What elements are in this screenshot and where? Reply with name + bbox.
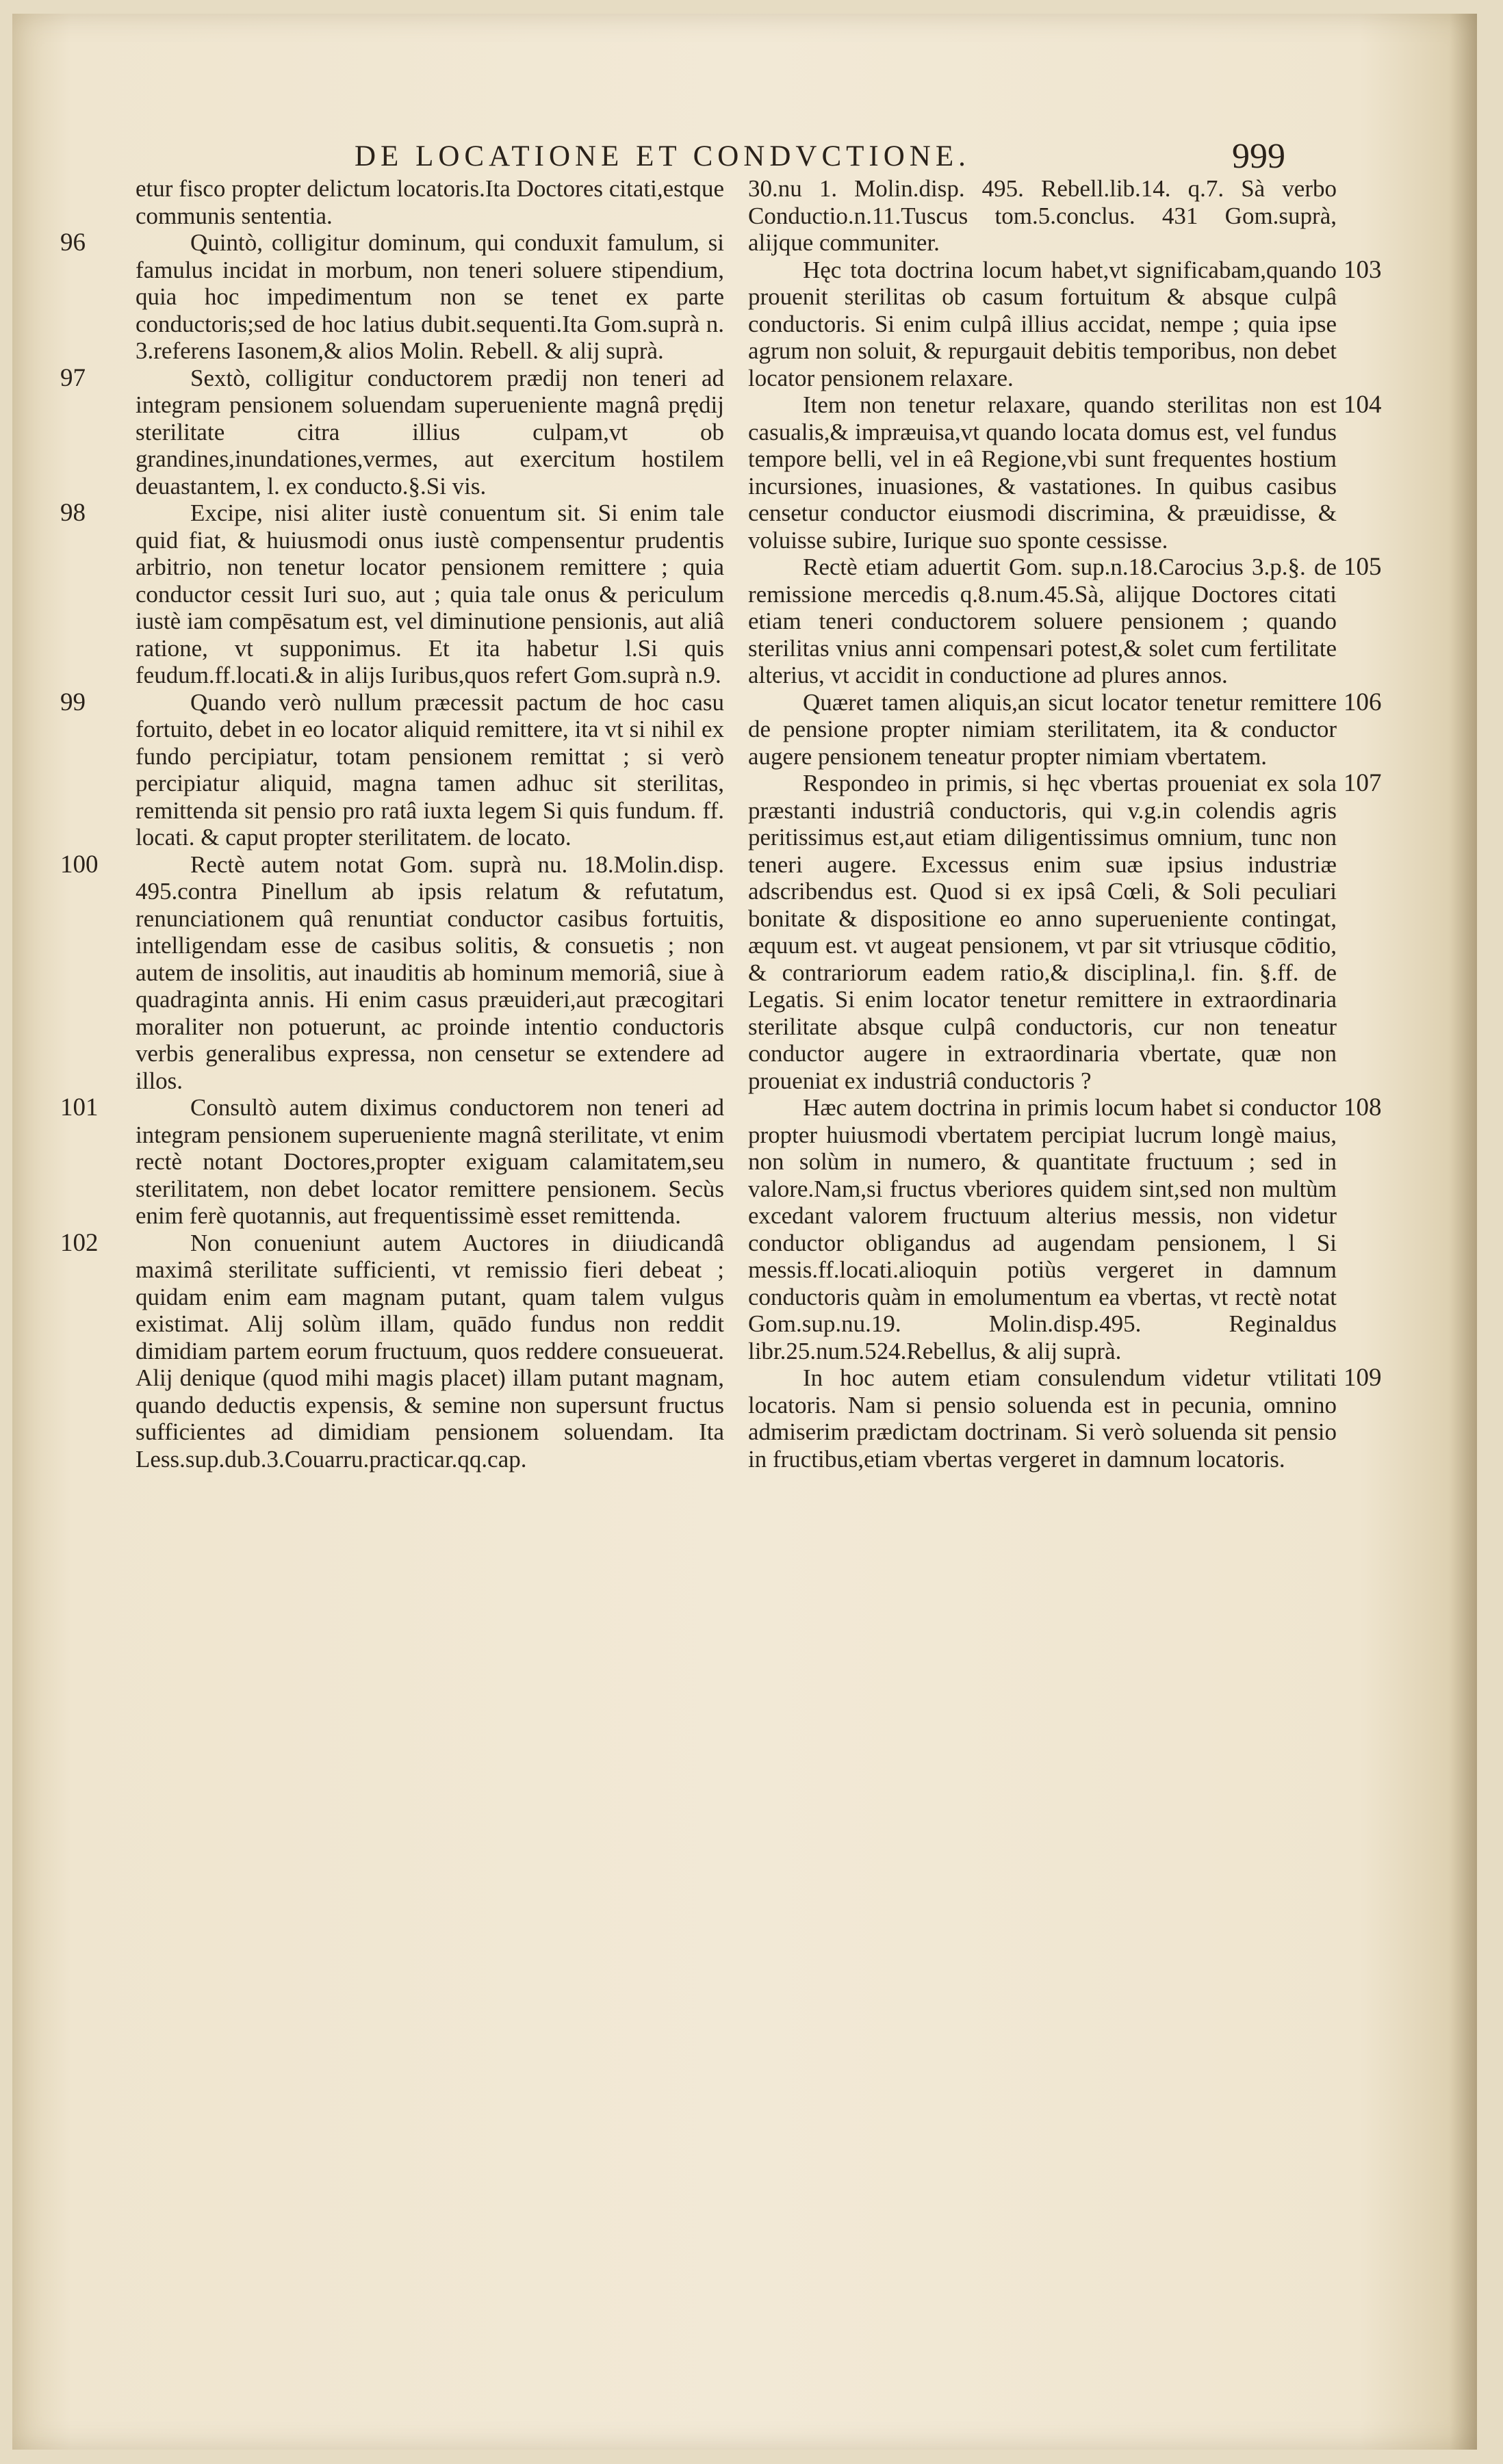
paragraph-text: 30.nu 1. Molin.disp. 495. Rebell.lib.14. q.7. Sà verbo Conductio.n.11.Tuscus tom.5.conclus. 431 Gom.suprà, alijque communiter. [748,175,1337,256]
left-column [60,175,724,1473]
paragraph-text: Consultò autem diximus conductorem non teneri ad integram pensionem superueniente magnâ sterilitate, vt enim rectè notant Doctores,propter exiguam calamitatem,seu sterilitatem, non debet locator remittere pensionem. Secùs enim ferè quotannis, aut frequentissimè esset remittenda. [136,1094,724,1229]
paragraph-number: 98 [60,499,86,527]
paragraph-text: Rectè etiam aduertit Gom. sup.n.18.Carocius 3.p.§. de remissione mercedis q.8.num.45.Sà, alijque Doctores citati etiam teneri conductorem soluere pensionem ; quando sterilitas vnius anni compensari potest,& solet cum fertilitate alterius, vt accidit in conductione ad plures annos. [748,554,1337,688]
paragraph-text: Item non tenetur relaxare, quando sterilitas non est casualis,& impræuisa,vt quando locata domus est, vel fundus tempore belli, vel in eâ Regione,vbi sunt frequentes hostium incursiones, inuasiones, & vastationes. In quibus casibus censetur conductor eiusmodi discrimina, & præuidisse, & voluisse subire, Iurique suo sponte cessisse. [748,391,1337,554]
paragraph [60,1093,724,1230]
paragraph [136,175,724,229]
paragraph [748,769,1382,1094]
page-gutter-shadow [1450,14,1477,2450]
paragraph-text: Quando verò nullum præcessit pactum de hoc casu fortuito, debet in eo locator aliquid remittere, ita vt si nihil ex fundo percipiatur, totam pensionem remittat ; si verò percipiatur aliquid, magna tamen adhuc sit sterilitas, remittenda sit pensio pro ratâ iuxta legem Si quis fundum. ff. locati. & caput propter sterilitatem. de locato. [136,688,724,851]
paragraph-number: 109 [1344,1364,1382,1392]
paragraph-text: Sextò, colligitur conductorem prædij non teneri ad integram pensionem soluendam superueniente magnâ prędij sterilitate citra illius culpam,vt ob grandines,inundationes,vermes, aut exercitum hostilem deuastantem, l. ex conducto.§.Si vis. [136,364,724,500]
paragraph-number: 97 [60,363,86,392]
paragraph [748,1364,1382,1473]
book-page [12,14,1477,2450]
running-title: DE LOCATIONE ET CONDVCTIONE. [355,140,971,172]
paragraph-text: Non conueniunt autem Auctores in diiudicandâ maximâ sterilitate sufficienti, vt remissio fieri debeat ; quidam enim eam magnam putant, quam talem vulgus existimat. Alij solùm illam, quādo fundus non reddit dimidiam partem eorum fructuum, quos reddere consueuerat. Alij denique (quod mihi magis placet) illam putant magnam, quando deductis expensis, & semine non supersunt fructus sufficientes ad dimidiam pensionem soluendam. Ita Less.sup.dub.3.Couarru.practicar.qq.cap. [136,1229,724,1473]
paragraph [748,255,1382,392]
paragraph [748,553,1382,689]
paragraph-text: Rectè autem notat Gom. suprà nu. 18.Molin.disp. 495.contra Pinellum ab ipsis relatum & refutatum, renunciationem quâ renuntiat conductor casibus fortuitis, intelligendam esse de casibus solitis, & consuetis ; non autem de insolitis, aut inauditis ab hominum memoriâ, siue à quadraginta annis. Hi enim casus præuideri,aut præcogitari moraliter non potuerunt, ac proinde intentio conductoris verbis generalibus expressa, non censetur se extendere ad illos. [136,851,724,1094]
paragraph [60,229,724,365]
paragraph [60,688,724,851]
paragraph-number: 108 [1344,1093,1382,1121]
paragraph [748,391,1382,554]
paragraph [748,1093,1382,1364]
paragraph [60,363,724,500]
paragraph-number: 96 [60,229,86,257]
paragraph-text: Respondeo in primis, si hęc vbertas proueniat ex sola præstanti industriâ conductoris, qui v.g.in colendis agris peritissimus est,aut etiam diligentissimus omnium, tunc non teneri augere. Excessus enim suæ ipsius industriæ adscribendus est. Quod si ex ipsâ Cœli, & Soli peculiari bonitate & dispositione eo anno superueniente contingat, æquum est. vt augeat pensionem, vt par sit vtriusque cōditio, & contrariorum eadem ratio,& disciplina,l. fin. §.ff. de Legatis. Si enim locator tenetur remittere in extraordinaria sterilitate absque culpâ conductoris, cur non teneatur conductor augere in extraordinaria vbertate, quæ non proueniat ex industriâ conductoris ? [748,770,1337,1094]
paragraph-number: 105 [1344,553,1382,581]
paragraph [748,175,1337,257]
paragraph-number: 104 [1344,391,1382,419]
paragraph-text: Hęc tota doctrina locum habet,vt significabam,quando prouenit sterilitas ob casum fortuitum & absque culpâ conductoris. Si enim culpâ illius accidat, nempe ; quia ipse agrum non soluit, & repurgauit debitis temporibus, non debet locator pensionem relaxare. [748,256,1337,391]
paragraph-text: Quæret tamen aliquis,an sicut locator tenetur remittere de pensione propter nimiam sterilitatem, ita & conductor augere pensionem teneatur propter nimiam vbertatem. [748,688,1337,770]
paragraph-number: 102 [60,1228,99,1257]
paragraph-number: 103 [1344,255,1382,284]
paragraph-text: Excipe, nisi aliter iustè conuentum sit. Si enim tale quid fiat, & huiusmodi onus iustè compensentur prudentis arbitrio, non tenetur locator pensionem remittere ; quia conductor cessit Iuri suo, aut ; quia tale onus & periculum iustè iam compēsatum est, vel diminutione pensionis, aut aliâ ratione, vt supponimus. Et ita habetur l.Si quis feudum.ff.locati.& in alijs Iuribus,quos refert Gom.suprà n.9. [136,500,724,688]
paragraph [60,1228,724,1473]
paragraph-number: 100 [60,850,99,879]
paragraph-text: etur fisco propter delictum locatoris.Ita Doctores citati,estque communis sententia. [136,175,724,229]
right-column [748,175,1382,1473]
paragraph-text: In hoc autem etiam consulendum videtur vtilitati locatoris. Nam si pensio soluenda est in pecunia, omnino admiserim prædictam doctrinam. Si verò soluenda sit pensio in fructibus,etiam vbertas vergeret in damnum locatoris. [748,1364,1337,1473]
paragraph-number: 107 [1344,769,1382,797]
paragraph [60,850,724,1095]
paragraph-number: 106 [1344,688,1382,716]
paragraph-text: Quintò, colligitur dominum, qui conduxit famulum, si famulus incidat in morbum, non teneri soluere stipendium, quia hoc impedimentum non se tenet ex parte conductoris;sed de hoc latius dubit.sequenti.Ita Gom.suprà n. 3.referens Iasonem,& alios Molin. Rebell. & alij suprà. [136,229,724,364]
paragraph-number: 99 [60,688,86,716]
paragraph-number: 101 [60,1093,99,1121]
paragraph-text: Hæc autem doctrina in primis locum habet si conductor propter huiusmodi vbertatem percipiat lucrum longè maius, non solùm in numero, & quantitate fructuum ; sed in valore.Nam,si fructus vberiores quidem sint,sed non multùm excedant valorem fructuum alterius messis, non videtur conductor obligandus ad augendam pensionem, l Si messis.ff.locati.alioquin potiùs vergeret in damnum conductoris quàm in emolumentum ea vbertas, vt rectè notat Gom.sup.nu.19. Molin.disp.495. Reginaldus libr.25.num.524.Rebellus, & alij suprà. [748,1094,1337,1364]
page-number: 999 [1232,136,1285,176]
paragraph [60,499,724,689]
paragraph [748,688,1382,770]
